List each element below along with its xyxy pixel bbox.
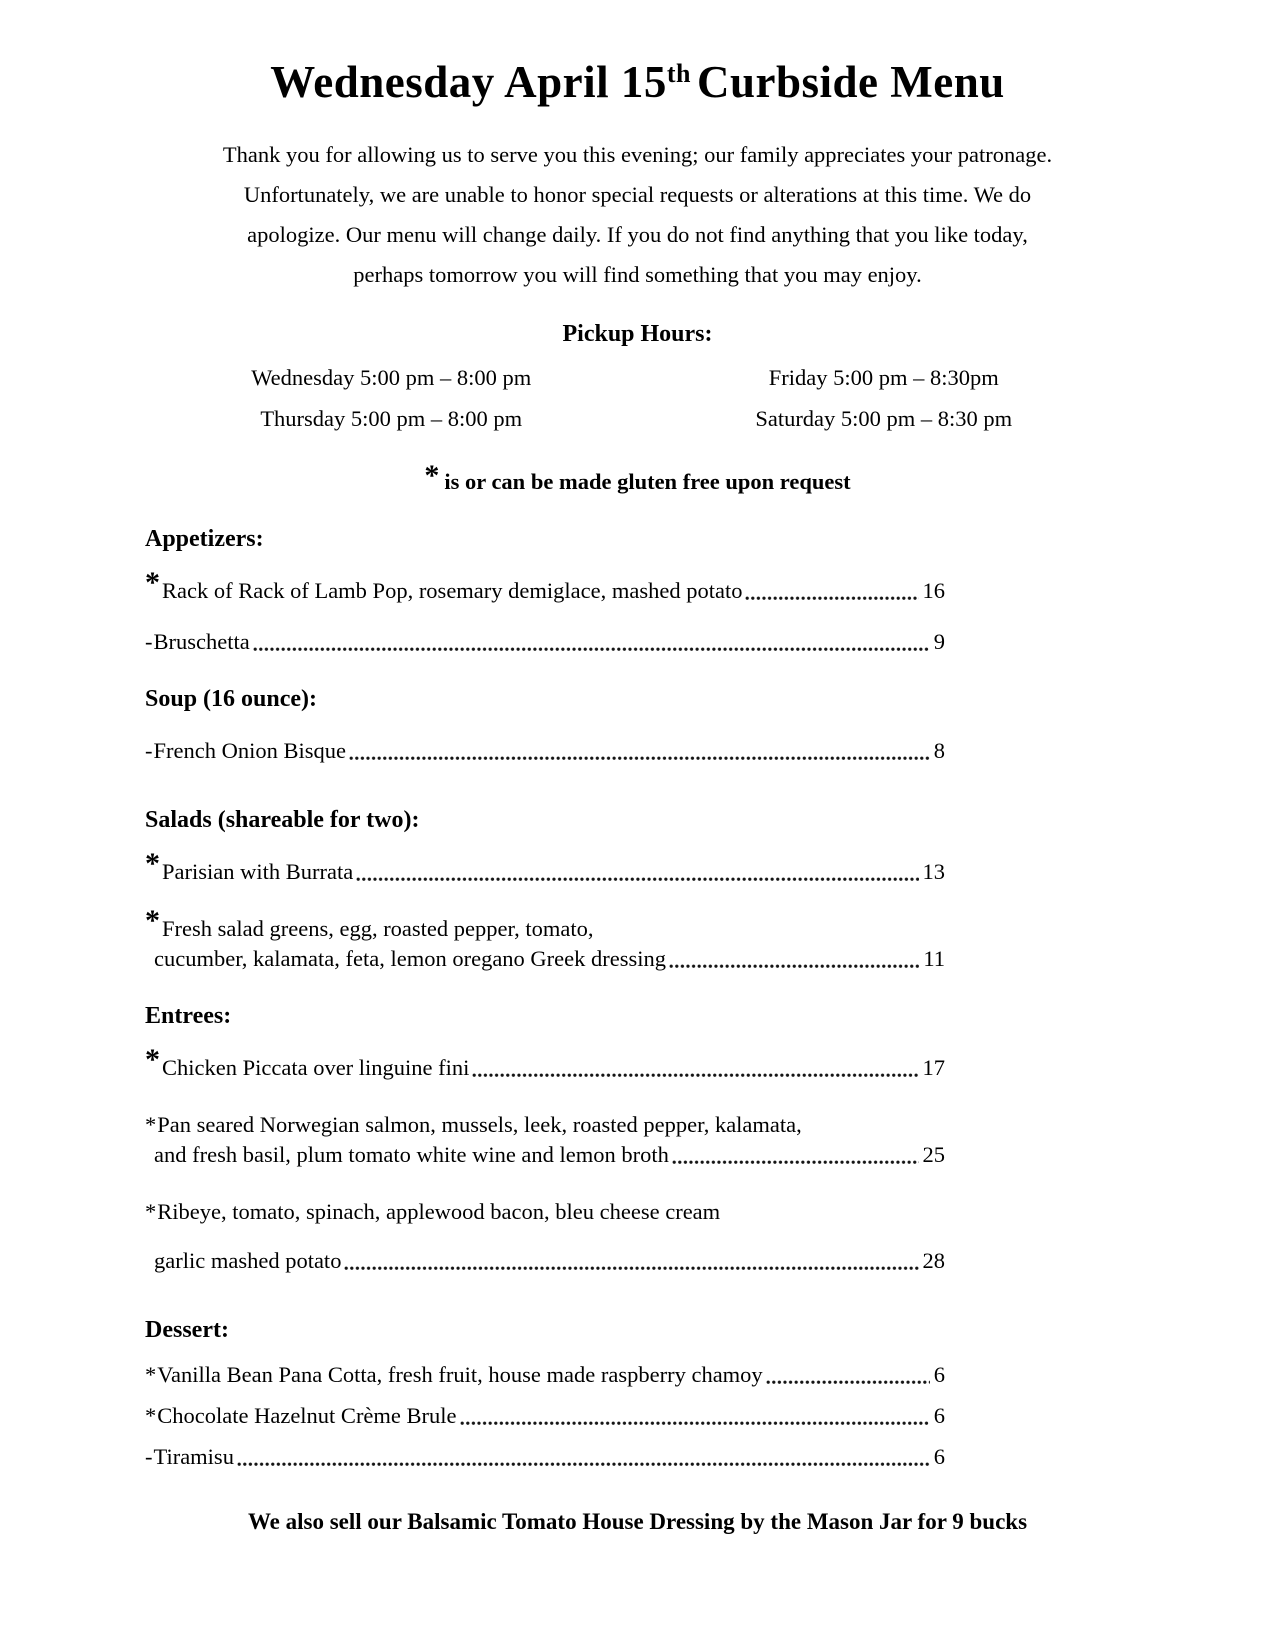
item-name-line2: garlic mashed potato 28 — [145, 1246, 945, 1276]
house-dressing-note: We also sell our Balsamic Tomato House Dressing by the Mason Jar for 9 bucks — [247, 1509, 1028, 1534]
item-price: 6 — [933, 1403, 945, 1428]
menu-item — [145, 1360, 945, 1390]
item-name: -Tiramisu — [145, 1444, 234, 1469]
menu-item — [145, 736, 945, 766]
item-name: *Chicken Piccata over linguine fini — [145, 1043, 470, 1080]
intro-line: perhaps tomorrow you will find something that you may enjoy. — [353, 262, 922, 287]
section-heading-salads: Salads (shareable for two): — [145, 807, 420, 833]
pickup-hours-saturday: Saturday 5:00 pm – 8:30 pm — [755, 406, 1013, 431]
item-name: *Parisian with Burrata — [145, 847, 354, 884]
pickup-hours-heading: Pickup Hours: — [562, 321, 713, 347]
section-items-salads — [145, 847, 945, 974]
item-price: 28 — [922, 1248, 945, 1273]
item-price: 6 — [933, 1362, 945, 1387]
menu-item — [145, 627, 945, 657]
intro-paragraph — [145, 135, 1130, 295]
section-items-appetizers — [145, 566, 945, 657]
item-price: 11 — [923, 946, 945, 971]
title-suffix: Curbside Menu — [696, 57, 1005, 107]
section-items-dessert — [145, 1360, 945, 1472]
item-marker: * — [145, 1362, 157, 1387]
menu-item — [145, 1110, 945, 1170]
menu-item — [145, 1401, 945, 1431]
intro-line: apologize. Our menu will change daily. If you do not find anything that you like today, — [247, 222, 1028, 247]
item-price: 8 — [933, 738, 945, 763]
dot-leader — [344, 1265, 918, 1272]
item-price: 9 — [933, 629, 945, 654]
item-price: 16 — [922, 578, 945, 603]
item-marker: * — [145, 1199, 157, 1224]
item-name: -French Onion Bisque — [145, 738, 346, 763]
dot-leader — [472, 1072, 918, 1079]
item-name-line1: *Ribeye, tomato, spinach, applewood bacon, bleu cheese cream — [145, 1199, 721, 1224]
section-items-soup — [145, 736, 945, 766]
pickup-hours-right-column — [638, 357, 1131, 439]
asterisk-symbol: * — [424, 459, 440, 492]
item-marker: - — [145, 1444, 153, 1469]
item-name: *Vanilla Bean Pana Cotta, fresh fruit, house made raspberry chamoy — [145, 1362, 763, 1387]
item-price: 25 — [922, 1142, 945, 1167]
section-items-entrees — [145, 1043, 945, 1276]
menu-item — [145, 1442, 945, 1472]
dot-leader — [356, 876, 918, 883]
page-title — [145, 52, 1130, 119]
intro-line: Unfortunately, we are unable to honor special requests or alterations at this time. We do — [243, 182, 1032, 207]
item-price: 6 — [933, 1444, 945, 1469]
gluten-marker: * — [145, 1043, 160, 1076]
dot-leader — [669, 963, 919, 970]
menu-item — [145, 847, 945, 887]
item-name-line2: and fresh basil, plum tomato white wine and lemon broth 25 — [145, 1140, 945, 1170]
menu-item — [145, 904, 945, 974]
menu-item — [145, 566, 945, 606]
intro-line: Thank you for allowing us to serve you this evening; our family appreciates your patronage. — [222, 142, 1053, 167]
item-marker: - — [145, 738, 153, 763]
gluten-marker: * — [145, 566, 160, 599]
gluten-marker: * — [145, 904, 160, 937]
gluten-marker: * — [145, 847, 160, 880]
section-heading-appetizers: Appetizers: — [145, 526, 264, 552]
menu-item — [145, 1197, 945, 1276]
dot-leader — [349, 755, 930, 762]
item-marker: * — [145, 1112, 157, 1137]
menu-item — [145, 1043, 945, 1083]
dot-leader — [460, 1420, 930, 1427]
dot-leader — [672, 1159, 919, 1166]
pickup-hours-friday: Friday 5:00 pm – 8:30pm — [768, 365, 999, 390]
item-name: *Rack of Rack of Lamb Pop, rosemary demiglace, mashed potato — [145, 566, 743, 603]
dot-leader — [766, 1379, 930, 1386]
dot-leader — [253, 646, 930, 653]
item-name-line1: *Fresh salad greens, egg, roasted pepper, tomato, — [145, 904, 594, 941]
gluten-free-note — [145, 459, 1130, 497]
dot-leader — [745, 595, 918, 602]
dot-leader — [237, 1461, 930, 1468]
title-ordinal-superscript: th — [666, 59, 691, 88]
pickup-hours-table — [145, 357, 1130, 439]
section-heading-entrees: Entrees: — [145, 1003, 232, 1029]
item-price: 17 — [922, 1055, 945, 1080]
item-name: -Bruschetta — [145, 629, 250, 654]
title-date: Wednesday April 15 — [270, 57, 667, 107]
item-marker: * — [145, 1403, 157, 1428]
item-name: *Chocolate Hazelnut Crème Brule — [145, 1403, 457, 1428]
item-marker: - — [145, 629, 153, 654]
gluten-free-note-text: is or can be made gluten free upon request — [444, 469, 851, 494]
pickup-hours-left-column — [145, 357, 638, 439]
item-price: 13 — [922, 859, 945, 884]
pickup-hours-wednesday: Wednesday 5:00 pm – 8:00 pm — [251, 365, 532, 390]
section-heading-dessert: Dessert: — [145, 1317, 229, 1343]
item-name-line1: *Pan seared Norwegian salmon, mussels, leek, roasted pepper, kalamata, — [145, 1112, 802, 1137]
section-heading-soup: Soup (16 ounce): — [145, 686, 318, 712]
item-name-line2: cucumber, kalamata, feta, lemon oregano Greek dressing 11 — [145, 944, 945, 974]
pickup-hours-thursday: Thursday 5:00 pm – 8:00 pm — [260, 406, 523, 431]
